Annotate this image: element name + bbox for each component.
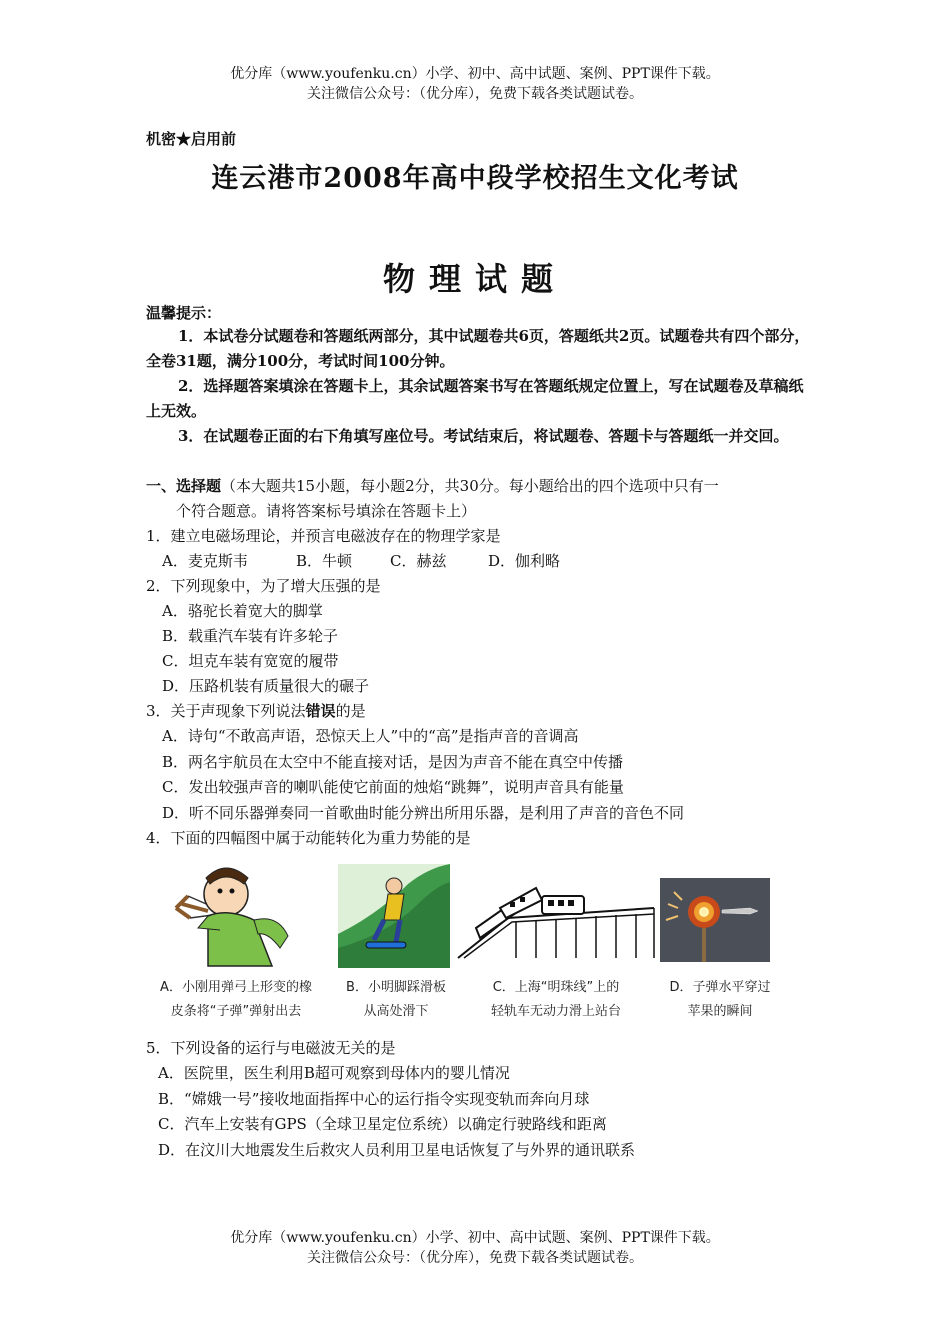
q3-option-d: D．听不同乐器弹奏同一首歌曲时能分辨出所用乐器，是利用了声音的音色不同 [162,804,685,822]
section-1-header [146,474,810,524]
page-header-line-2: 关注微信公众号：（优分库），免费下载各类试题试卷。 [307,86,643,102]
figure-a-slingshot [168,856,316,972]
q5-option-a: A．医院里，医生利用B超可观察到母体内的婴儿情况 [158,1064,510,1082]
figure-b-caption-line-2: 从高处滑下 [363,1004,429,1019]
question-3-stem [146,699,366,724]
q5-option-c: C．汽车上安装有GPS（全球卫星定位系统）以确定行驶路线和距离 [158,1115,607,1133]
section-1-heading: 一、选择题 [146,477,222,495]
q2-option-b: B．载重汽车装有许多轮子 [162,627,339,645]
figure-c-caption-line-1: C．上海“明珠线”上的 [492,980,620,995]
exam-title: 连云港市2008年高中段学校招生文化考试 [211,163,739,194]
q2-option-c: C．坦克车装有宽宽的履带 [162,652,339,670]
figure-a-caption-line-1: A．小刚用弹弓上形变的橡 [160,980,312,995]
q1-option-d: D．伽利略 [488,552,561,570]
q3-option-a: A．诗句“不敢高声语，恐惊天上人”中的“高”是指声音的音调高 [162,727,579,745]
figure-d-caption-line-2: 苹果的瞬间 [687,1004,753,1019]
q3-stem-pre: 3．关于声现象下列说法 [146,702,306,720]
q3-option-c: C．发出较强声音的喇叭能使它前面的烛焰“跳舞”，说明声音具有能量 [162,778,624,796]
question-2-stem: 2．下列现象中，为了增大压强的是 [146,577,381,595]
q1-option-a: A．麦克斯韦 [162,552,248,570]
figure-c-caption-line-2: 轻轨车无动力滑上站台 [490,1004,621,1019]
q3-option-b: B．两名宇航员在太空中不能直接对话，是因为声音不能在真空中传播 [162,753,624,771]
figure-a-caption [146,976,326,1024]
tip-1: 1．本试卷分试题卷和答题纸两部分，其中试题卷共6页，答题纸共2页。试题卷共有四个部分，全卷31题，满分100分，考试时间100分钟。 [146,327,810,370]
confidential-label: 机密★启用前 [146,130,237,148]
question-5-stem: 5．下列设备的运行与电磁波无关的是 [146,1039,396,1057]
figure-d-caption [658,976,782,1024]
q5-option-d: D．在汶川大地震发生后救灾人员利用卫星电话恢复了与外界的通讯联系 [158,1141,636,1159]
figure-a-caption-line-2: 皮条将“子弹”弹射出去 [170,1004,302,1019]
q3-stem-post: 的是 [335,702,366,720]
figure-d-bullet-apple [660,878,770,962]
figure-c-caption [466,976,646,1024]
q1-option-b: B．牛顿 [296,552,353,570]
figure-b-caption [334,976,458,1024]
section-1-desc-line-1: （本大题共15小题，每小题2分，共30分。每小题给出的四个选项中只有一 [221,477,719,495]
q2-option-d: D．压路机装有质量很大的碾子 [162,677,370,695]
figure-c-light-rail [456,874,656,960]
q1-option-c: C．赫兹 [390,552,447,570]
figure-b-caption-line-1: B．小明脚踩滑板 [346,980,446,995]
figure-d-caption-line-1: D．子弹水平穿过 [669,980,771,995]
question-1-options [162,549,560,574]
q5-option-b: B．“嫦娥一号”接收地面指挥中心的运行指令实现变轨而奔向月球 [158,1090,590,1108]
section-1-desc-line-2: 个符合题意。请将答案标号填涂在答题卡上） [176,502,477,520]
q3-stem-emphasis: 错误 [305,702,336,720]
subject-title: 物理试题 [382,260,567,298]
page-footer-line-1: 优分库（www.youfenku.cn）小学、初中、高中试题、案例、PPT课件下载。 [230,1230,720,1246]
question-4-stem: 4．下面的四幅图中属于动能转化为重力势能的是 [146,829,471,847]
q2-option-a: A．骆驼长着宽大的脚掌 [162,602,323,620]
page-header-line-1: 优分库（www.youfenku.cn）小学、初中、高中试题、案例、PPT课件下载。 [230,66,720,82]
tip-3: 3．在试题卷正面的右下角填写座位号。考试结束后，将试题卷、答题卡与答题纸一并交回。 [178,427,789,445]
question-1-stem: 1．建立电磁场理论，并预言电磁波存在的物理学家是 [146,527,501,545]
tips-heading: 温馨提示： [146,304,222,322]
tip-2: 2．选择题答案填涂在答题卡上，其余试题答案书写在答题纸规定位置上，写在试题卷及草稿纸上无效。 [146,377,804,420]
figure-b-skateboard [338,864,450,968]
page-footer-line-2: 关注微信公众号：（优分库），免费下载各类试题试卷。 [307,1250,643,1266]
